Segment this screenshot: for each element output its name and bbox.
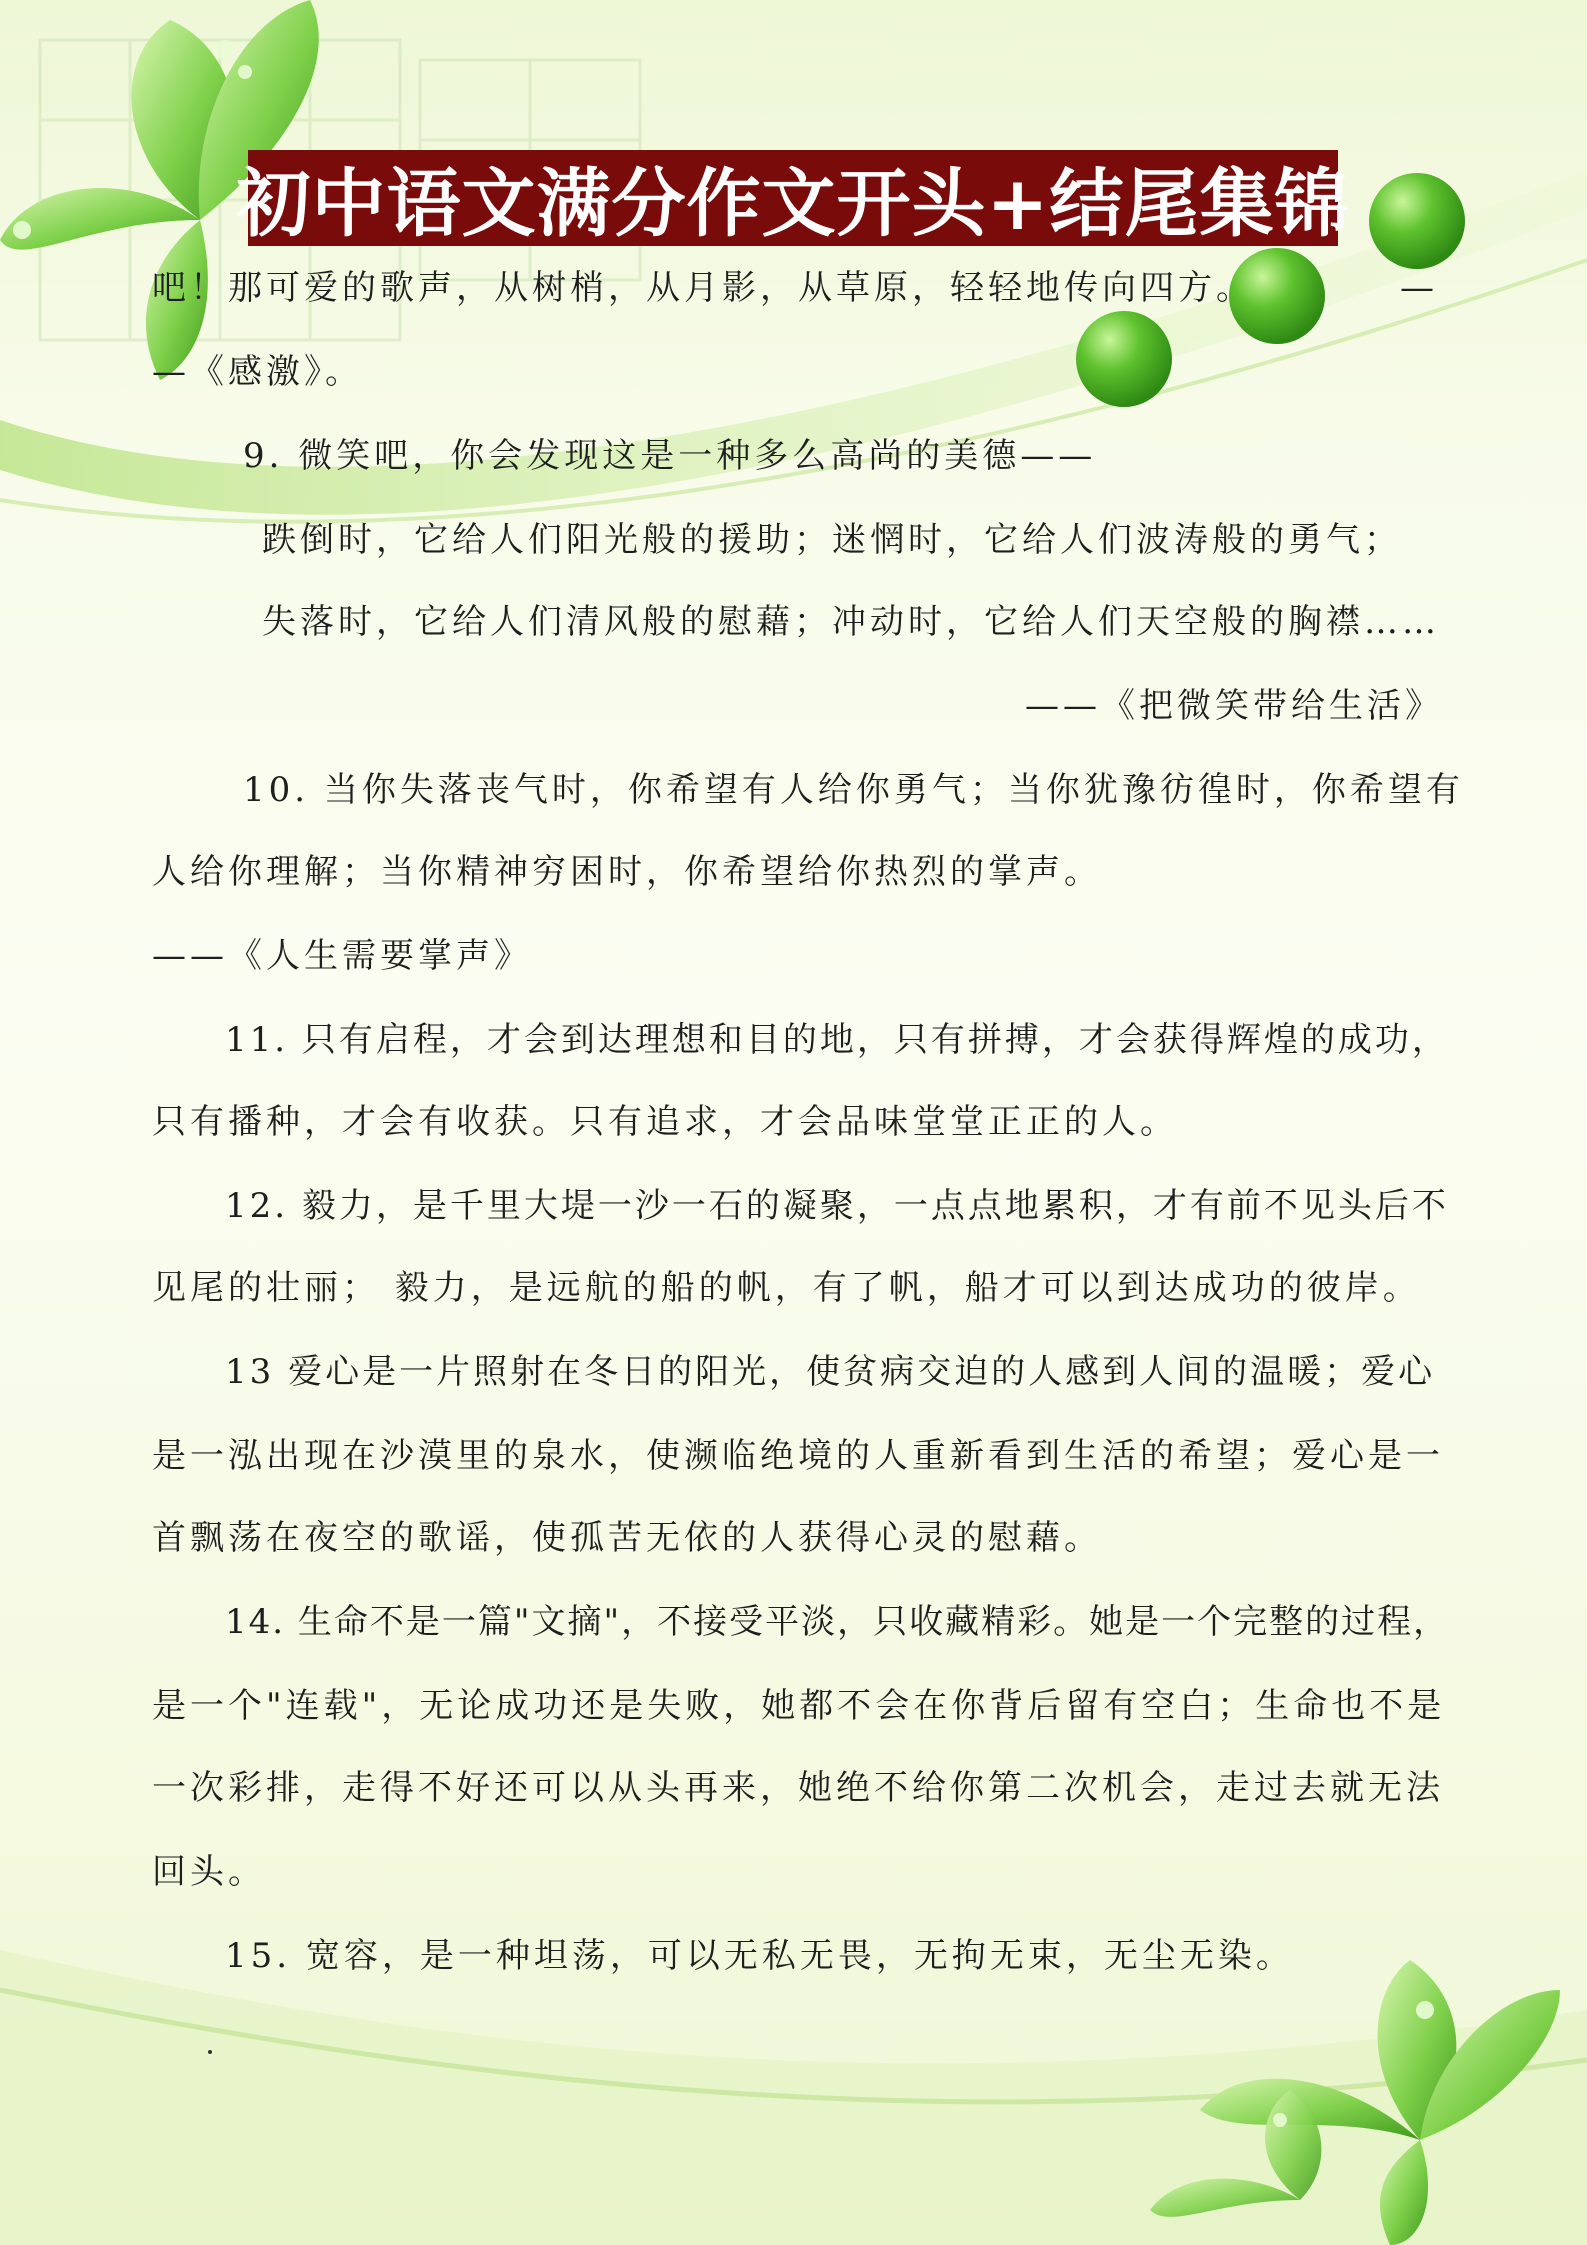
text-line: ——《人生需要掌声》 xyxy=(152,936,532,976)
text-line: 12. 毅力，是千里大堤一沙一石的凝聚，一点点地累积，才有前不见头后不 xyxy=(225,1186,1449,1226)
text-line: 只有播种，才会有收获。只有追求，才会品味堂堂正正的人。 xyxy=(152,1102,1178,1142)
text-line: 见尾的壮丽； 毅力，是远航的船的帆，有了帆，船才可以到达成功的彼岸。 xyxy=(152,1268,1421,1308)
text-line: 跌倒时，它给人们阳光般的援助；迷惘时，它给人们波涛般的勇气； xyxy=(262,520,1402,560)
text-line: 15. 宽容，是一种坦荡，可以无私无畏，无拘无束，无尘无染。 xyxy=(225,1936,1294,1976)
text-line: 是一泓出现在沙漠里的泉水，使濒临绝境的人重新看到生活的希望；爱心是一 xyxy=(152,1436,1444,1476)
text-line: 人给你理解；当你精神穷困时，你希望给你热烈的掌声。 xyxy=(152,852,1102,892)
text-line: 14. 生命不是一篇"文摘"，不接受平淡，只收藏精彩。她是一个完整的过程， xyxy=(225,1602,1450,1642)
text-line: 11. 只有启程，才会到达理想和目的地，只有拼搏，才会获得辉煌的成功， xyxy=(225,1020,1449,1060)
text-line: 吧！那可爱的歌声，从树梢，从月影，从草原，轻轻地传向四方。 xyxy=(152,268,1254,308)
text-line: 首飘荡在夜空的歌谣，使孤苦无依的人获得心灵的慰藉。 xyxy=(152,1518,1102,1558)
text-line: 回头。 xyxy=(152,1852,266,1892)
text-line: 失落时，它给人们清风般的慰藉；冲动时，它给人们天空般的胸襟…… xyxy=(262,602,1440,642)
text-line: 10. 当你失落丧气时，你希望有人给你勇气；当你犹豫彷徨时，你希望有 xyxy=(243,770,1464,810)
text-line: —《感激》。 xyxy=(152,352,363,392)
text-line: — xyxy=(1400,268,1438,308)
stray-dot xyxy=(208,2050,212,2054)
text-line: ——《把微笑带给生活》 xyxy=(1025,686,1443,726)
text-line: 13 爱心是一片照射在冬日的阳光，使贫病交迫的人感到人间的温暖；爱心 xyxy=(225,1352,1436,1392)
page-title: 初中语文满分作文开头+结尾集锦 xyxy=(236,161,1350,247)
text-line: 一次彩排，走得不好还可以从头再来，她绝不给你第二次机会，走过去就无法 xyxy=(152,1768,1444,1808)
text-line: 9. 微笑吧，你会发现这是一种多么高尚的美德—— xyxy=(243,436,1097,476)
text-line: 是一个"连载"，无论成功还是失败，她都不会在你背后留有空白；生命也不是 xyxy=(152,1686,1446,1726)
